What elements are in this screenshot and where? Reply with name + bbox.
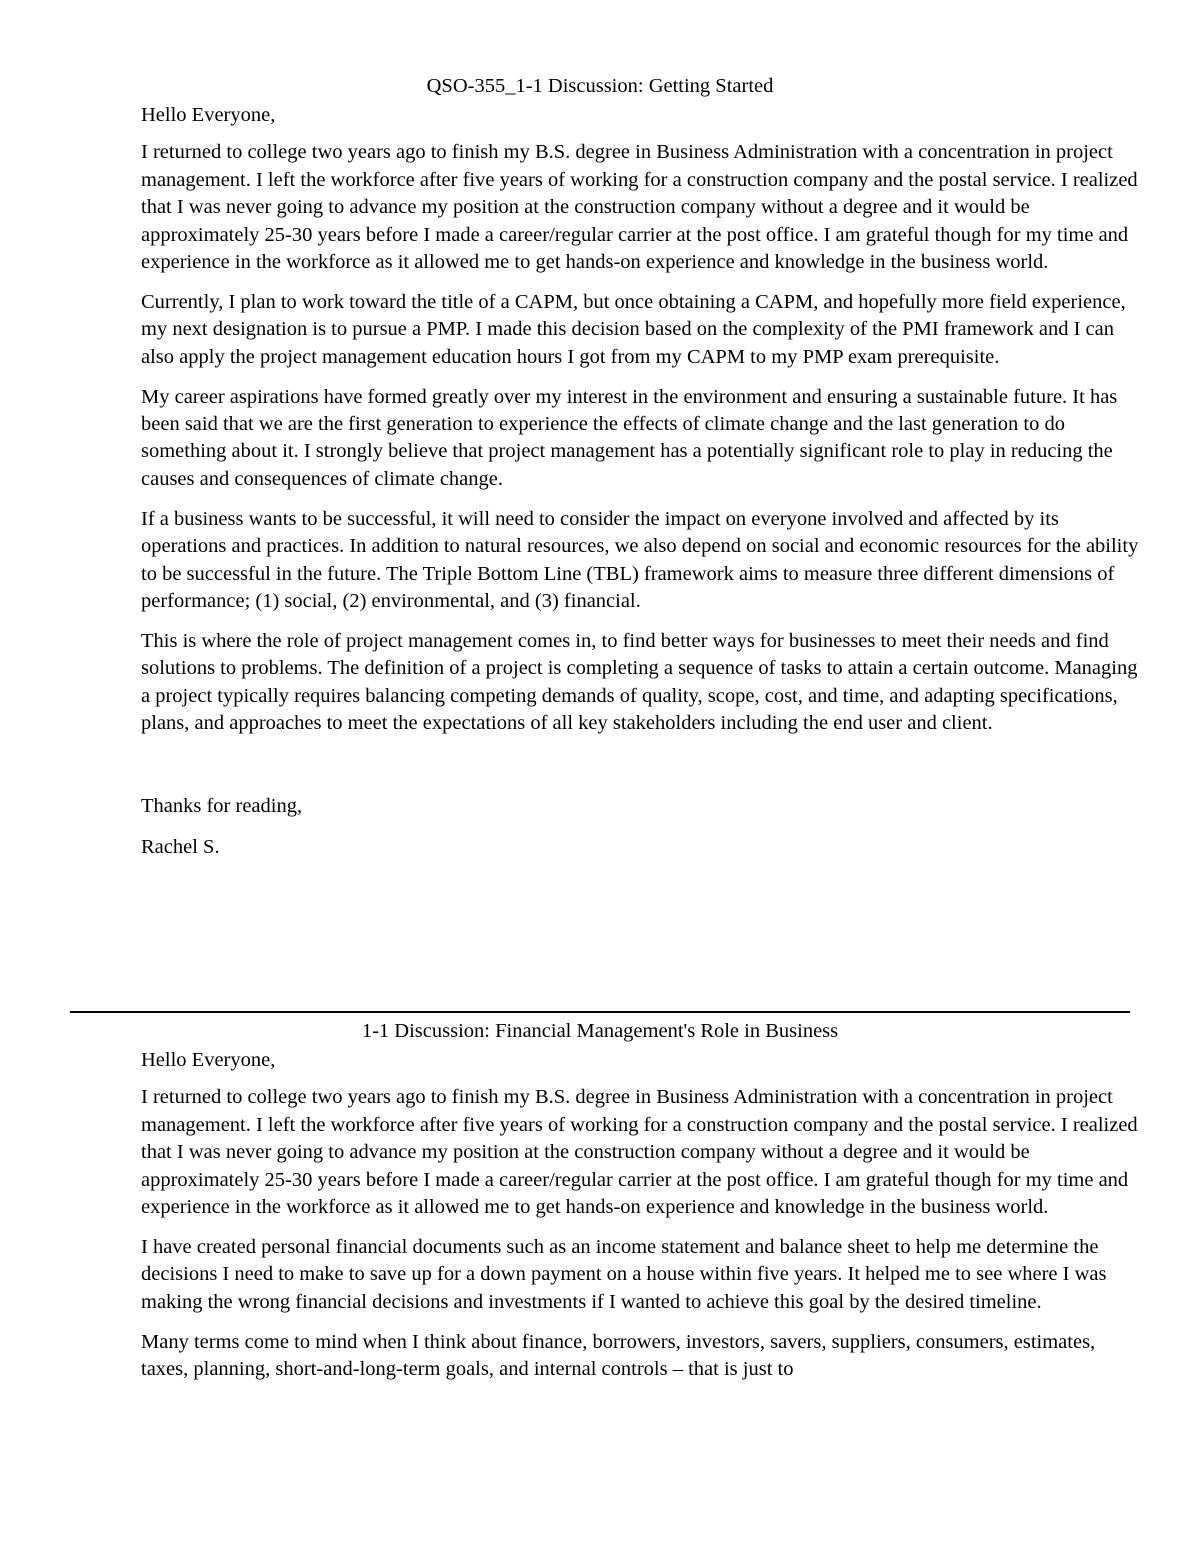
paragraph-project-management-role: This is where the role of project management comes in, to find better ways for businesses to meet their needs and find solutions to problems. The definition of a project is completing a sequence of tasks to attain a certain outcome. Managing a project typically requires balancing competing demands of quality, scope, cost, and time, and adapting specifications, plans, and approaches to meet the expectations of all key stakeholders including the end user and client. — [141, 629, 1138, 735]
paragraph-career-aspirations: My career aspirations have formed greatly over my interest in the environment and ensuring a sustainable future. It has been said that we are the first generation to experience the effects of climate change and the last generation to do something about it. I strongly believe that project management has a potentially significant role to play in reducing the causes and consequences of climate change. — [141, 385, 1118, 490]
post-closing: Thanks for reading, — [141, 795, 303, 818]
paragraph-triple-bottom-line: If a business wants to be successful, it will need to consider the impact on everyone involved and affected by its operations and practices. In addition to natural resources, we also depend on social and economic resources for the ability to be successful in the future. The Triple Bottom Line (TBL) framework aims to measure three different dimensions of performance; (1) social, (2) environmental, and (3) financial. — [141, 507, 1139, 612]
paragraph-background: I returned to college two years ago to finish my B.S. degree in Business Administration with a concentration in project management. I left the workforce after five years of working for a construction company and the postal service. I realized that I was never going to advance my position at the construction company without a degree and it would be approximately 25-30 years before I made a career/regular carrier at the post office. I am grateful though for my time and experience in the workforce as it allowed me to get hands-on experience and knowledge in the business world. — [141, 1086, 1138, 1219]
discussion-post-getting-started — [141, 71, 1141, 874]
post-greeting: Hello Everyone, — [141, 104, 276, 126]
post-signature: Rachel S. — [141, 836, 220, 859]
section-divider — [70, 1011, 1130, 1013]
paragraph-personal-finance: I have created personal financial documents such as an income statement and balance sheet to help me determine the decisions I need to make to save up for a down payment on a house within five years. It helped me to see where I was making the wrong financial decisions and investments if I wanted to achieve this goal by the desired timeline. — [141, 1235, 1107, 1313]
post-title: 1-1 Discussion: Financial Management's Role in Business — [361, 1020, 839, 1042]
post-greeting: Hello Everyone, — [141, 1049, 276, 1071]
paragraph-background: I returned to college two years ago to finish my B.S. degree in Business Administration with a concentration in project management. I left the workforce after five years of working for a construction company and the postal service. I realized that I was never going to advance my position at the construction company without a degree and it would be approximately 25-30 years before I made a career/regular carrier at the post office. I am grateful though for my time and experience in the workforce as it allowed me to get hands-on experience and knowledge in the business world. — [141, 141, 1138, 274]
blank-line — [141, 750, 1141, 793]
discussion-post-financial-management — [141, 1016, 1141, 1396]
paragraph-finance-terms: Many terms come to mind when I think about finance, borrowers, investors, savers, suppliers, consumers, estimates, taxes, planning, short-and-long-term goals, and internal controls – that is just to — [141, 1330, 1096, 1381]
post-title: QSO-355_1-1 Discussion: Getting Started — [426, 75, 774, 97]
paragraph-certification-plan: Currently, I plan to work toward the title of a CAPM, but once obtaining a CAPM, and hopefully more field experience, my next designation is to pursue a PMP. I made this decision based on the complexity of the PMI framework and I can also apply the project management education hours I got from my CAPM to my PMP exam prerequisite. — [141, 290, 1126, 368]
